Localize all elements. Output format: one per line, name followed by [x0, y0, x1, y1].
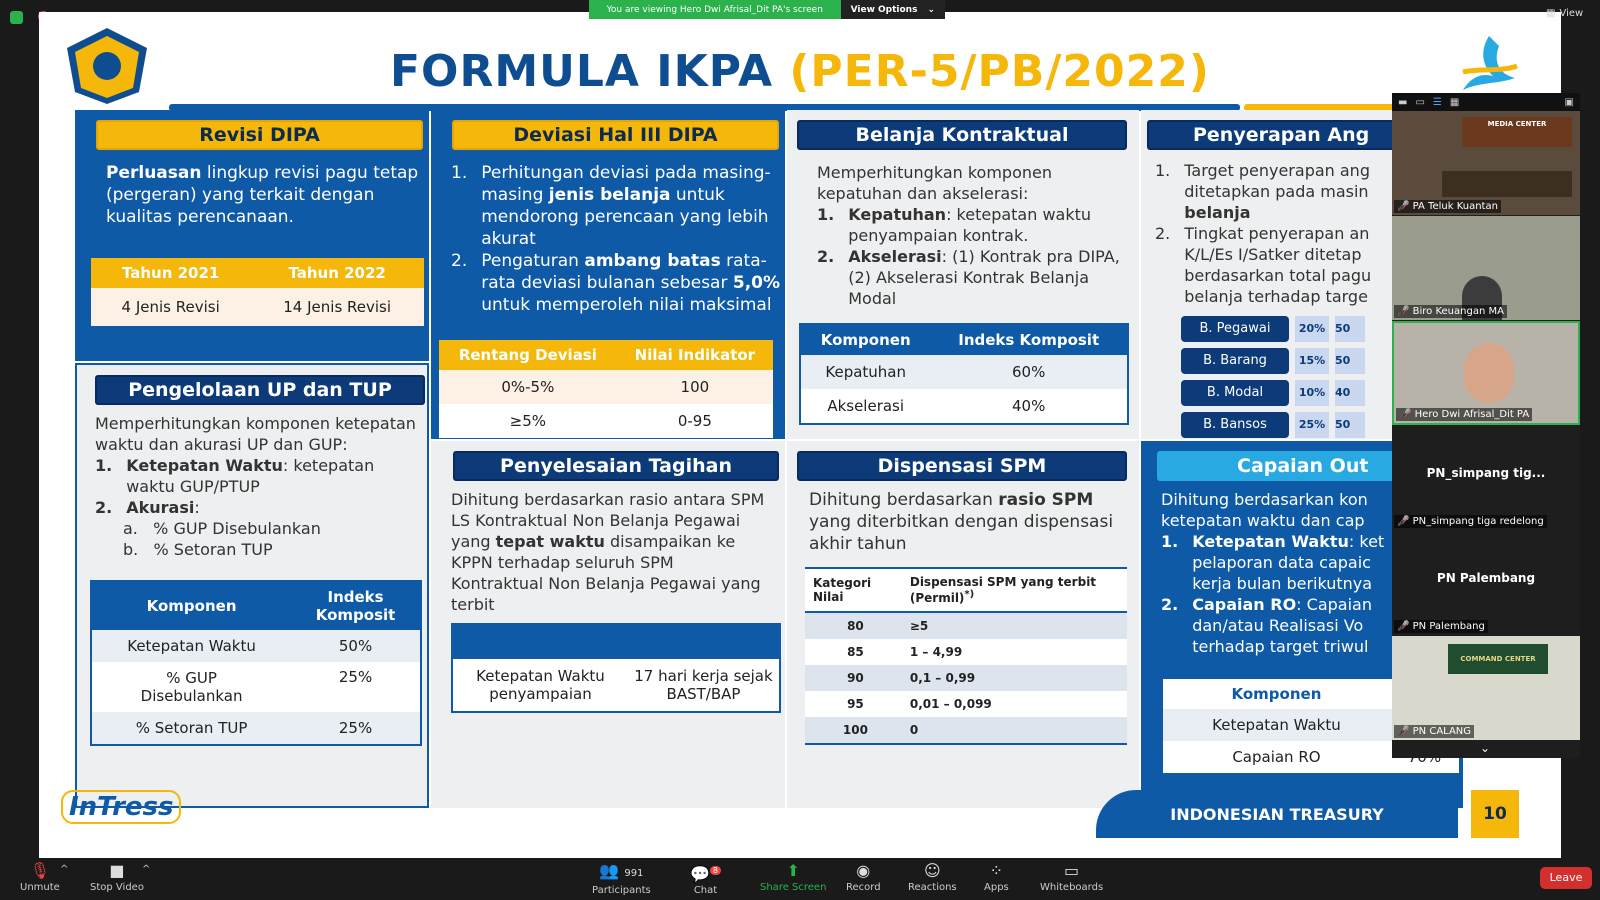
- unmute-button[interactable]: [20, 862, 60, 893]
- deviasi-text: 1. Perhitungan deviasi pada masing-masing jenis belanja untuk mendorong perencaan yang lebih akurat 2. Pengaturan ambang batas rata-rata deviasi bulanan sebesar 5,0% untuk memperoleh nilai maksimal: [451, 163, 781, 315]
- uptup-i1-b: Ketepatan Waktu: [126, 456, 283, 475]
- uptup-lead: Memperhitungkan komponen ketepatan waktu dan akurasi UP dan GUP:: [95, 414, 416, 454]
- capaian-i1-r: : ket pelaporan data capaic kerja bulan berikutnya: [1192, 532, 1385, 593]
- panel-kontraktual: [787, 110, 1139, 439]
- tagihan-text-b: tepat waktu: [495, 532, 605, 551]
- participant-background-sign: MEDIA CENTER: [1462, 117, 1572, 147]
- participant-name: 🎤̸ Hero Dwi Afrisal_Dit PA: [1396, 408, 1532, 421]
- dispensasi-text-a: Dihitung berdasarkan: [809, 490, 999, 510]
- panel-up-tup: [75, 363, 429, 808]
- deviasi-table: [439, 340, 773, 438]
- participant-name: 🎤̸ PN CALANG: [1394, 725, 1474, 738]
- revisi-header: Revisi DIPA: [96, 120, 423, 150]
- penyerapan-label-3: B. Modal: [1181, 380, 1289, 406]
- deviasi-th-value: Nilai Indikator: [617, 340, 773, 370]
- deviasi-row1-value: 100: [617, 370, 773, 404]
- caret-up-icon: ^: [60, 864, 69, 875]
- chat-label: Chat: [693, 885, 718, 897]
- share-screen-label: Share Screen: [760, 882, 827, 893]
- slide-title: [39, 46, 1561, 97]
- kontraktual-row2-k: Akselerasi: [800, 389, 930, 424]
- participants-button[interactable]: [592, 862, 651, 896]
- penyerapan-i1: Target penyerapan ang ditetapkan pada masin: [1184, 161, 1370, 201]
- kontraktual-row1-k: Kepatuhan: [800, 355, 930, 389]
- revisi-td-2022: 14 Jenis Revisi: [250, 288, 424, 326]
- panel-tagihan: [431, 441, 785, 808]
- dispensasi-th-kategori: Kategori Nilai: [805, 568, 906, 612]
- record-button[interactable]: [846, 862, 881, 893]
- tagihan-table: [451, 657, 781, 713]
- penyerapan-tgt-3: 40: [1335, 380, 1365, 406]
- chevron-down-icon: ⌄: [927, 4, 935, 15]
- participant-tile[interactable]: [1392, 531, 1580, 635]
- uptup-header: Pengelolaan UP dan TUP: [95, 375, 425, 405]
- deviasi-row2-value: 0-95: [617, 404, 773, 438]
- dispensasi-th-sup: *): [964, 589, 975, 600]
- leave-button[interactable]: Leave: [1540, 867, 1592, 889]
- participant-tile-active[interactable]: [1392, 321, 1580, 425]
- chat-badge: 8: [710, 866, 721, 875]
- uptup-row1-v: 50%: [291, 630, 421, 662]
- whiteboards-icon: ▭: [1064, 861, 1080, 880]
- dispensasi-r4-k: 95: [805, 691, 906, 717]
- capaian-lead: Dihitung berdasarkan kon ketepatan waktu dan cap: [1161, 490, 1368, 530]
- penyerapan-tgt-4: 50: [1335, 412, 1365, 438]
- exit-strip-icon[interactable]: ▣: [1564, 96, 1574, 108]
- reactions-icon: ☺: [923, 861, 941, 880]
- participant-center-name: PN_simpang tig...: [1426, 466, 1546, 480]
- uptup-row3-v: 25%: [291, 712, 421, 745]
- tagihan-text-c: disampaikan ke KPPN terhadap seluruh SPM Kontraktual Non Belanja Pegawai yang terbit: [451, 532, 761, 614]
- whiteboards-button[interactable]: [1040, 862, 1103, 893]
- dispensasi-r3-k: 90: [805, 665, 906, 691]
- deviasi-row2-range: ≥5%: [439, 404, 617, 438]
- revisi-th-2022: Tahun 2022: [250, 258, 424, 288]
- capaian-row1-k: Ketepatan Waktu: [1162, 709, 1390, 741]
- revisi-lead-bold: Perluasan: [106, 163, 202, 183]
- dispensasi-r5-v: 0: [906, 717, 1127, 744]
- penyerapan-pct-1: 20%: [1295, 316, 1329, 342]
- participant-strip: [1392, 93, 1580, 758]
- uptup-row2-v: 25%: [291, 662, 421, 712]
- apps-button[interactable]: [984, 862, 1009, 893]
- footer-brand: INDONESIAN TREASURY: [1096, 790, 1458, 838]
- participant-video: [1464, 343, 1514, 403]
- intress-logo: InTress: [61, 790, 181, 824]
- dispensasi-text: [809, 489, 1129, 555]
- dispensasi-r1-k: 80: [805, 612, 906, 639]
- deviasi-item2-d: 5,0%: [732, 273, 781, 293]
- penyerapan-tgt-2: 50: [1335, 348, 1365, 374]
- kontraktual-th-komponen: Komponen: [800, 324, 930, 355]
- dispensasi-text-c: yang diterbitkan dengan dispensasi akhir tahun: [809, 512, 1114, 554]
- minimize-icon[interactable]: ▬: [1398, 96, 1408, 108]
- deviasi-item2-b: ambang batas: [584, 251, 721, 271]
- revisi-th-2021: Tahun 2021: [91, 258, 250, 288]
- strip-view-icon[interactable]: ▭: [1415, 96, 1425, 108]
- dispensasi-header: Dispensasi SPM: [797, 451, 1127, 481]
- uptup-th-komponen: Komponen: [91, 581, 291, 630]
- strip-controls: [1392, 93, 1580, 111]
- penyerapan-text: 1. Target penyerapan ang ditetapkan pada masin belanja 2. Tingkat penyerapan an K/L/Es I/Satker ditetap berdasarkan total pagu belanja terhadap targe: [1155, 160, 1441, 307]
- unmute-label: Unmute: [20, 882, 60, 893]
- dispensasi-r4-v: 0,01 – 0,099: [906, 691, 1127, 717]
- uptup-i2-b: Akurasi: [126, 498, 195, 517]
- participant-tile[interactable]: [1392, 111, 1580, 215]
- view-button[interactable]: [1546, 8, 1583, 19]
- uptup-text: Memperhitungkan komponen ketepatan waktu dan akurasi UP dan GUP: 1. Ketepatan Waktu: ketepatan waktu GUP/PTUP 2. Akurasi: a. % GUP Disebulankan b. % Setoran TUP: [95, 413, 425, 560]
- uptup-sub-b: % Setoran TUP: [153, 540, 273, 559]
- penyerapan-i1-b: belanja: [1184, 203, 1251, 222]
- penyerapan-tgt-1: 50: [1335, 316, 1365, 342]
- kontraktual-lead: Memperhitungkan komponen kepatuhan dan akselerasi:: [817, 163, 1052, 203]
- panel-revisi-dipa: [75, 110, 429, 361]
- uptup-row1-k: Ketepatan Waktu: [91, 630, 291, 662]
- kontraktual-header: Belanja Kontraktual: [797, 120, 1127, 150]
- deviasi-item1-b: jenis belanja: [548, 185, 671, 205]
- kontraktual-table: [799, 323, 1129, 425]
- share-screen-icon: ⬆: [786, 861, 800, 880]
- dispensasi-r3-v: 0,1 – 0,99: [906, 665, 1127, 691]
- uptup-th-indeks: Indeks Komposit: [291, 581, 421, 630]
- dispensasi-th-permil-text: Dispensasi SPM yang terbit (Permil): [909, 575, 1097, 605]
- uptup-row3-k: % Setoran TUP: [91, 712, 291, 745]
- strip-scroll-down-icon[interactable]: ⌄: [1480, 741, 1491, 755]
- deviasi-item2-c: rata-rata deviasi bulanan sebesar: [481, 251, 767, 293]
- participant-center-name: PN Palembang: [1436, 571, 1536, 585]
- dispensasi-r1-v: ≥5: [906, 612, 1127, 639]
- tagihan-row-v: 17 hari kerja sejak BAST/BAP: [628, 658, 780, 712]
- tagihan-table-head: [451, 623, 781, 657]
- deviasi-item1-c: untuk mendorong perencaan yang lebih akurat: [481, 185, 769, 249]
- dispensasi-r2-k: 85: [805, 639, 906, 665]
- participant-tile[interactable]: [1392, 216, 1580, 320]
- penyerapan-pct-3: 10%: [1295, 380, 1329, 406]
- deviasi-item1-a: Perhitungan deviasi pada masing-masing: [481, 163, 771, 205]
- stop-video-button[interactable]: [90, 862, 144, 893]
- uptup-table: [90, 580, 422, 746]
- apps-label: Apps: [984, 882, 1009, 893]
- kontraktual-text: Memperhitungkan komponen kepatuhan dan akselerasi: 1. Kepatuhan: ketepatan waktu penyampaian kontrak. 2. Akselerasi: (1) Kontrak pra DIPA, (2) Akselerasi Kontrak Belanja Modal: [817, 162, 1133, 309]
- security-shield-icon[interactable]: [10, 11, 23, 24]
- shared-slide: [39, 12, 1561, 858]
- deviasi-header: Deviasi Hal III DIPA: [452, 120, 779, 150]
- penyerapan-pct-4: 25%: [1295, 412, 1329, 438]
- revisi-text: [106, 162, 422, 228]
- view-options-button[interactable]: [841, 0, 945, 19]
- whiteboards-label: Whiteboards: [1040, 882, 1104, 893]
- uptup-i2-r: :: [194, 498, 200, 517]
- title-regulation: (PER-5/PB/2022): [789, 46, 1210, 97]
- chat-button[interactable]: [690, 862, 721, 896]
- penyerapan-label-1: B. Pegawai: [1181, 316, 1289, 342]
- viewing-banner-text: You are viewing Hero Dwi Afrisal_Dit PA's screen: [606, 4, 823, 15]
- dispensasi-text-b: rasio SPM: [998, 490, 1094, 510]
- audio-options-caret[interactable]: [60, 864, 68, 875]
- kontraktual-row2-v: 40%: [930, 389, 1128, 424]
- title-main: FORMULA IKPA: [390, 46, 790, 97]
- participants-count: 991: [624, 868, 644, 879]
- view-options-label: View Options: [850, 4, 918, 15]
- panel-deviasi: [431, 110, 785, 439]
- kontraktual-row1-v: 60%: [930, 355, 1128, 389]
- kontraktual-i2-b: Akselerasi: [848, 247, 942, 266]
- tagihan-text-a: Dihitung berdasarkan rasio antara SPM LS Kontraktual Non Belanja Pegawai yang: [451, 490, 765, 551]
- penyerapan-i2: Tingkat penyerapan an K/L/Es I/Satker ditetap berdasarkan total pagu belanja terhadap targe: [1184, 224, 1372, 306]
- mic-muted-icon: 🎙: [29, 861, 51, 880]
- djpb-logo-icon: [1449, 32, 1529, 102]
- penyerapan-label-2: B. Barang: [1181, 348, 1289, 374]
- meeting-toolbar: [0, 858, 1600, 900]
- capaian-th-komponen: Komponen: [1162, 678, 1390, 709]
- deviasi-th-range: Rentang Deviasi: [439, 340, 617, 370]
- capaian-i1-b: Ketepatan Waktu: [1192, 532, 1349, 551]
- record-icon: ◉: [856, 861, 871, 880]
- caret-up-icon: ^: [142, 864, 151, 875]
- revisi-table: [91, 258, 424, 326]
- participants-icon: 👥 991: [599, 861, 644, 880]
- capaian-row2-k: Capaian RO: [1162, 741, 1390, 774]
- revisi-lead-rest: lingkup revisi pagu tetap (pergeran) yang terkait dengan kualitas perencanaan.: [106, 163, 419, 227]
- grid-view-icon: ▦: [1546, 8, 1556, 19]
- kontraktual-th-indeks: Indeks Komposit: [930, 324, 1128, 355]
- penyerapan-label-4: B. Bansos: [1181, 412, 1289, 438]
- dispensasi-r5-k: 100: [805, 717, 906, 744]
- page-number: 10: [1471, 790, 1519, 838]
- uptup-row2-k: % GUP Disebulankan: [91, 662, 291, 712]
- dispensasi-r2-v: 1 – 4,99: [906, 639, 1127, 665]
- deviasi-item2-e: untuk memperoleh nilai maksimal: [481, 295, 772, 315]
- penyerapan-pct-2: 15%: [1295, 348, 1329, 374]
- deviasi-item2-a: Pengaturan: [481, 251, 585, 271]
- record-label: Record: [846, 882, 881, 893]
- capaian-header: Capaian Out: [1157, 451, 1463, 481]
- panel-dispensasi: [787, 441, 1139, 808]
- share-screen-button[interactable]: [760, 862, 826, 893]
- participant-name: 🎤̸ Biro Keuangan MA: [1394, 305, 1507, 318]
- participant-name: 🎤̸ PA Teluk Kuantan: [1394, 200, 1501, 213]
- participant-name: 🎤̸ PN Palembang: [1394, 620, 1488, 633]
- video-options-caret[interactable]: [142, 864, 150, 875]
- revisi-td-2021: 4 Jenis Revisi: [91, 288, 250, 326]
- stop-video-label: Stop Video: [90, 882, 144, 893]
- reactions-label: Reactions: [908, 882, 957, 893]
- view-button-label: View: [1559, 8, 1584, 19]
- kontraktual-i2-r: : (1) Kontrak pra DIPA, (2) Akselerasi Kontrak Belanja Modal: [848, 247, 1120, 308]
- chat-icon: 💬 $^8$: [690, 862, 721, 883]
- viewing-banner: [589, 0, 945, 19]
- speaker-view-icon[interactable]: ☰: [1432, 96, 1442, 108]
- capaian-i2-b: Capaian RO: [1192, 595, 1297, 614]
- video-off-icon: ■: [109, 861, 125, 880]
- capaian-text: Dihitung berdasarkan kon ketepatan waktu dan cap 1. Ketepatan Waktu: ket pelaporan data capaic kerja bulan berikutnya 2. Capaian RO: Capaian dan/atau Realisasi Vo terhadap target triwul: [1161, 489, 1401, 657]
- kontraktual-i1-b: Kepatuhan: [848, 205, 947, 224]
- participant-tile[interactable]: [1392, 636, 1580, 740]
- tagihan-header: Penyelesaian Tagihan: [453, 451, 779, 481]
- deviasi-row1-range: 0%-5%: [439, 370, 617, 404]
- participant-name: 🎤̸ PN_simpang tiga redelong: [1394, 515, 1547, 528]
- reactions-button[interactable]: [908, 862, 957, 893]
- apps-icon: ⁘: [989, 861, 1004, 880]
- participant-background-sign: COMMAND CENTER: [1448, 644, 1548, 674]
- dispensasi-table: [805, 567, 1127, 745]
- kontraktual-i1-r: : ketepatan waktu penyampaian kontrak.: [848, 205, 1092, 245]
- capaian-i2-r: : Capaian dan/atau Realisasi Vo terhadap target triwul: [1192, 595, 1372, 656]
- penyerapan-table: [1181, 316, 1365, 438]
- participant-tile[interactable]: [1392, 426, 1580, 530]
- tagihan-row-k: Ketepatan Waktu penyampaian: [452, 658, 628, 712]
- participant-video: [1442, 171, 1572, 197]
- participants-label: Participants: [592, 885, 651, 896]
- dispensasi-th-permil: [906, 568, 1127, 612]
- uptup-i1-r: : ketepatan waktu GUP/PTUP: [126, 456, 375, 496]
- uptup-sub-a: % GUP Disebulankan: [153, 519, 321, 538]
- penyerapan-header: Penyerapan Ang: [1147, 120, 1441, 150]
- tagihan-text: [451, 489, 771, 615]
- gallery-view-icon[interactable]: ▦: [1449, 96, 1460, 108]
